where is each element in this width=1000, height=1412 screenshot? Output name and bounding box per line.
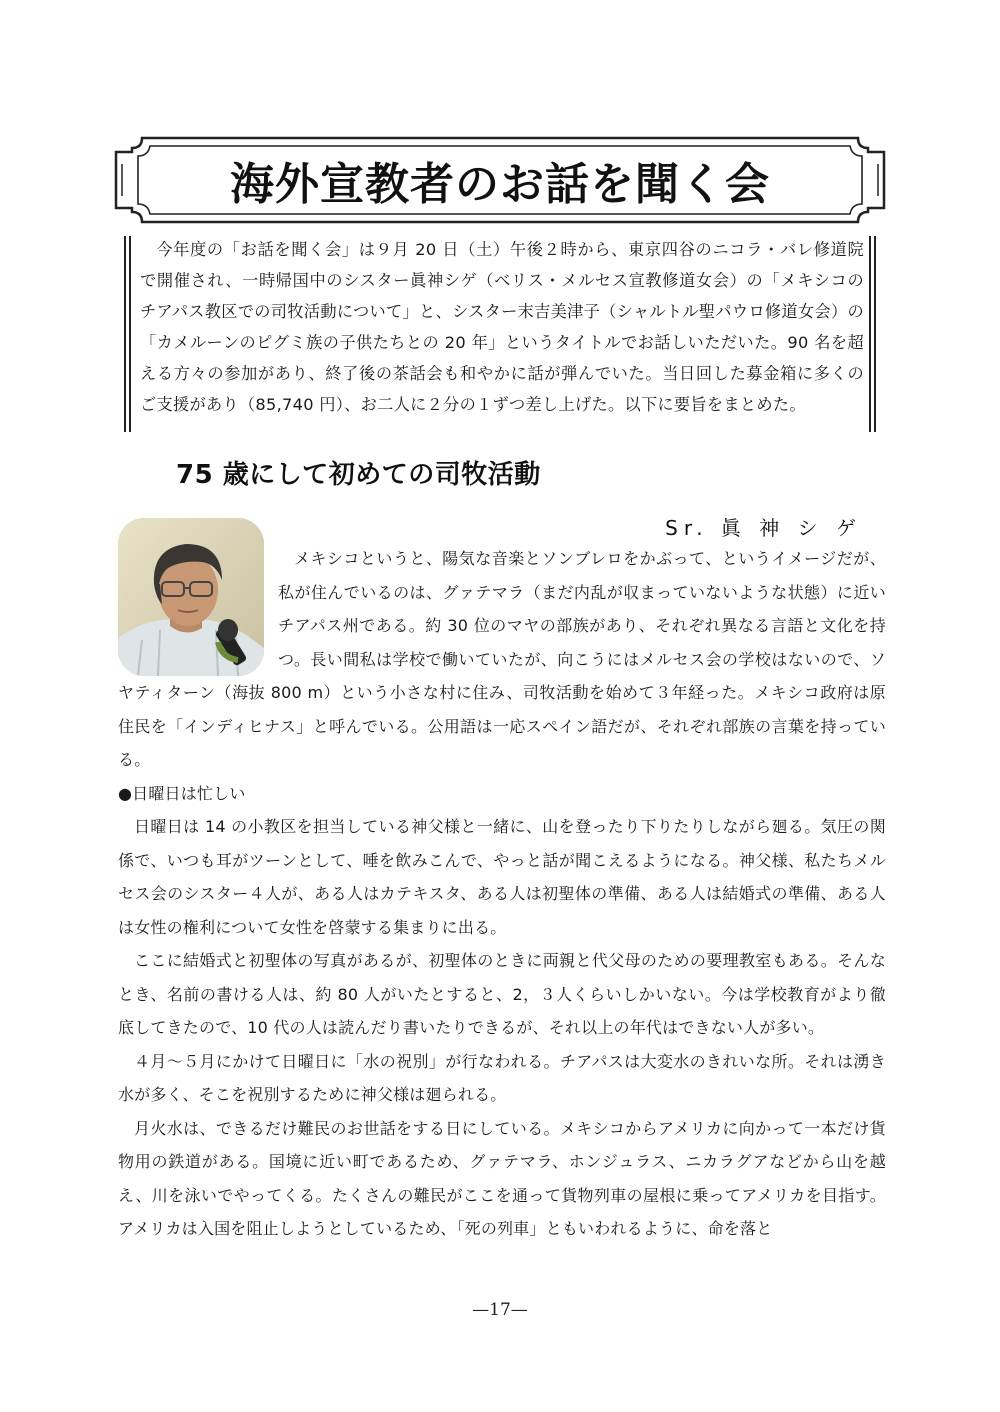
author-name: Sr. 眞 神 シ ゲ <box>665 516 862 540</box>
body-paragraph: メキシコというと、陽気な音楽とソンブレロをかぶって、というイメージだが、私が住んでいるのは、グァテマラ（まだ内乱が収まっていないような状態）に近いチアパス州である。約 30 位のマヤの部族があり、それぞれ異なる言語と文化を持つ。長い間私は学校で働いていたが、向こうにはメルセス会の学校はないので、ソヤティターン（海抜 800 m）という小さな村に住み、司牧活動を始めて３年経った。メキシコ政府は原住民を「インディヒナス」と呼んでいる。公用語は一応スペイン語だが、それぞれ部族の言葉を持っている。 <box>118 549 886 769</box>
body-paragraph: 日曜日は 14 の小教区を担当している神父様と一緒に、山を登ったり下りたりしながら廻る。気圧の関係で、いつも耳がツーンとして、唾を飲みこんで、やっと話が聞こえるようになる。神父様、私たちメルセス会のシスター４人が、ある人はカテキスタ、ある人は初聖体の準備、ある人は結婚式の準備、ある人は女性の権利について女性を啓蒙する集まりに出る。 <box>118 817 886 937</box>
section-title: 75 歳にして初めての司牧活動 <box>176 460 541 490</box>
page-title: 海外宣教者のお話を聞く会 <box>230 159 770 210</box>
intro-paragraph: 今年度の「お話を聞く会」は９月 20 日（土）午後２時から、東京四谷のニコラ・バレ修道院で開催され、一時帰国中のシスター眞神シゲ（ベリス・メルセス宣教修道女会）の「メキシコのチアパス教区での司牧活動について」と、シスター末吉美津子（シャルトル聖パウロ修道女会）の「カメルーンのピグミ族の子供たちとの 20 年」というタイトルでお話しいただいた。90 名を超える方々の参加があり、終了後の茶話会も和やかに話が弾んでいた。当日回した募金箱に多くのご支援があり（85,740 円）、お二人に２分の１ずつ差し上げた。以下に要旨をまとめた。 <box>140 240 864 414</box>
intro-right-rule <box>869 236 876 432</box>
title-banner <box>112 134 888 226</box>
subheading: ●日曜日は忙しい <box>118 783 246 803</box>
body-paragraph: 月火水は、できるだけ難民のお世話をする日にしている。メキシコからアメリカに向かって一本だけ貨物用の鉄道がある。国境に近い町であるため、グァテマラ、ホンジュラス、ニカラグアなどから山を越え、川を泳いでやってくる。たくさんの難民がここを通って貨物列車の屋根に乗ってアメリカを目指す。アメリカは入国を阻止しようとしているため、「死の列車」ともいわれるように、命を落と <box>118 1118 886 1238</box>
body-paragraph: ここに結婚式と初聖体の写真があるが、初聖体のときに両親と代父母のための要理教室もある。そんなとき、名前の書ける人は、約 80 人がいたとすると、2，３人くらいしかいない。今は学校教育がより徹底してきたので、10 代の人は読んだり書いたりできるが、それ以上の年代はできない人が多い。 <box>118 951 886 1037</box>
body-paragraph: ４月～５月にかけて日曜日に「水の祝別」が行なわれる。チアパスは大変水のきれいな所。それは湧き水が多く、そこを祝別するために神父様は廻られる。 <box>118 1051 886 1104</box>
intro-left-rule <box>124 236 131 432</box>
intro-box <box>124 226 876 432</box>
photo-wrap-space <box>118 542 278 676</box>
page-number: —17— <box>472 1300 528 1320</box>
article-body <box>118 542 886 1246</box>
